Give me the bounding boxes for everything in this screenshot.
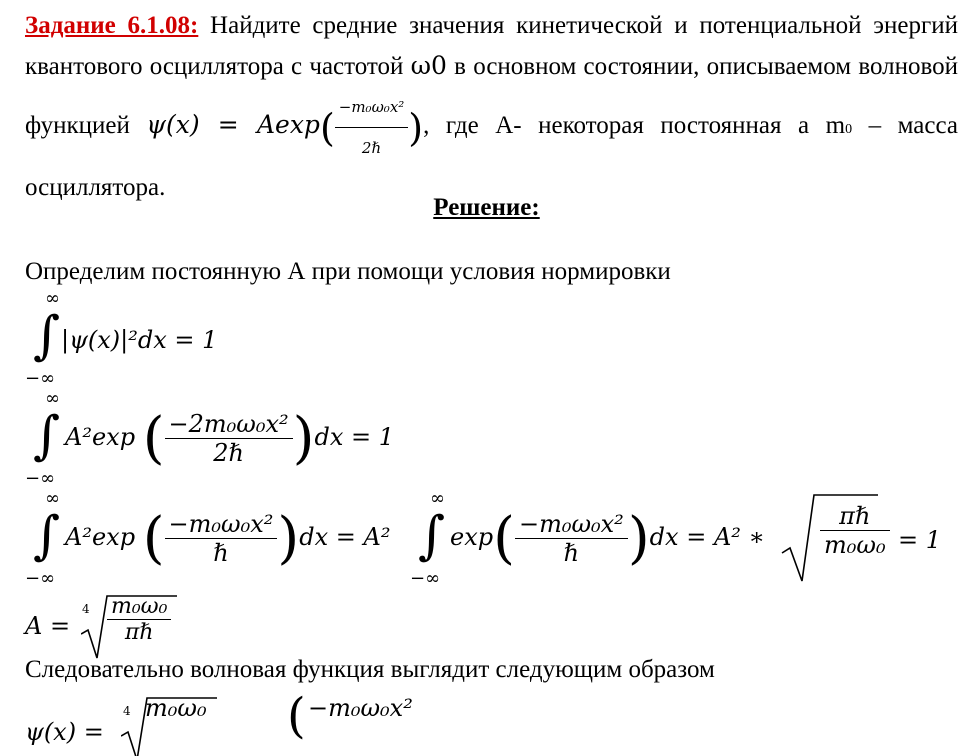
equation-2: ∞ ∫ −∞ A²exp ( $\frac{\text{−2m₀ω₀x²}}{\text{2ℏ}}$ )dx = 1 — [25, 388, 395, 489]
solution-heading: Решение: — [433, 194, 540, 221]
task-statement: Задание 6.1.08: Найдите средние значения кинетической и потенциальной энергий квантового осциллятора с частотой ω0 в основном состоянии, описываемом волновой функцией ψ(x) = Aexp( $\frac{\text{−m₀ω₀x²}}{\text{2ℏ}}$ ), где А- некоторая постоянная а m0 – масса осциллятора. — [25, 12, 958, 201]
wavefunction-intro: Следовательно волновая функция выглядит следующим образом — [25, 656, 715, 683]
psi-function: ψ(x) = Aexp — [146, 110, 320, 140]
task-text-part3: , где А- некоторая — [423, 112, 644, 140]
equation-1-body: |ψ(x)|²dx = 1 — [61, 326, 218, 354]
task-text-part4: постоянная а m — [660, 112, 846, 140]
task-label: Задание 6.1.08: — [25, 12, 199, 39]
omega0-symbol: ω0 — [410, 51, 447, 80]
task-text-part2: в основном состоянии, описываемом волновой функцией — [25, 53, 958, 140]
equation-3: ∞ ∫ −∞ A²exp ( $\frac{\text{−m₀ω₀x²}}{\text{ℏ}}$ )dx = A² ∞ ∫ −∞ exp( $\frac{\text{−m₀ω₀x²}}{\text{ℏ}}$ )dx = A² ∗ πℏ m₀ω₀ = 1 — [25, 488, 942, 589]
eq2-fraction: $\frac{\text{−2m₀ω₀x²}}{\text{2ℏ}}$ — [165, 410, 293, 467]
equation-final-partial: ψ(x) = 4 m₀ω₀ ( −m₀ω₀x² — [25, 690, 525, 750]
m0-sub: 0 — [845, 122, 853, 138]
equation-1: ∞ ∫ −∞ |ψ(x)|²dx = 1 — [25, 288, 218, 389]
normalization-intro: Определим постоянную А при помощи условия нормировки — [25, 258, 671, 285]
task-fraction: $\frac{\text{−m₀ω₀x²}}{\text{2ℏ}}$ — [335, 87, 409, 168]
equation-A: A = 4 m₀ω₀ πℏ — [25, 590, 325, 660]
task-text-part5: – масса осциллятора. — [25, 112, 958, 201]
task-text-part1: Найдите средние значения кинетической и потенциальной энергий квантового осциллятора с частотой — [25, 12, 958, 80]
